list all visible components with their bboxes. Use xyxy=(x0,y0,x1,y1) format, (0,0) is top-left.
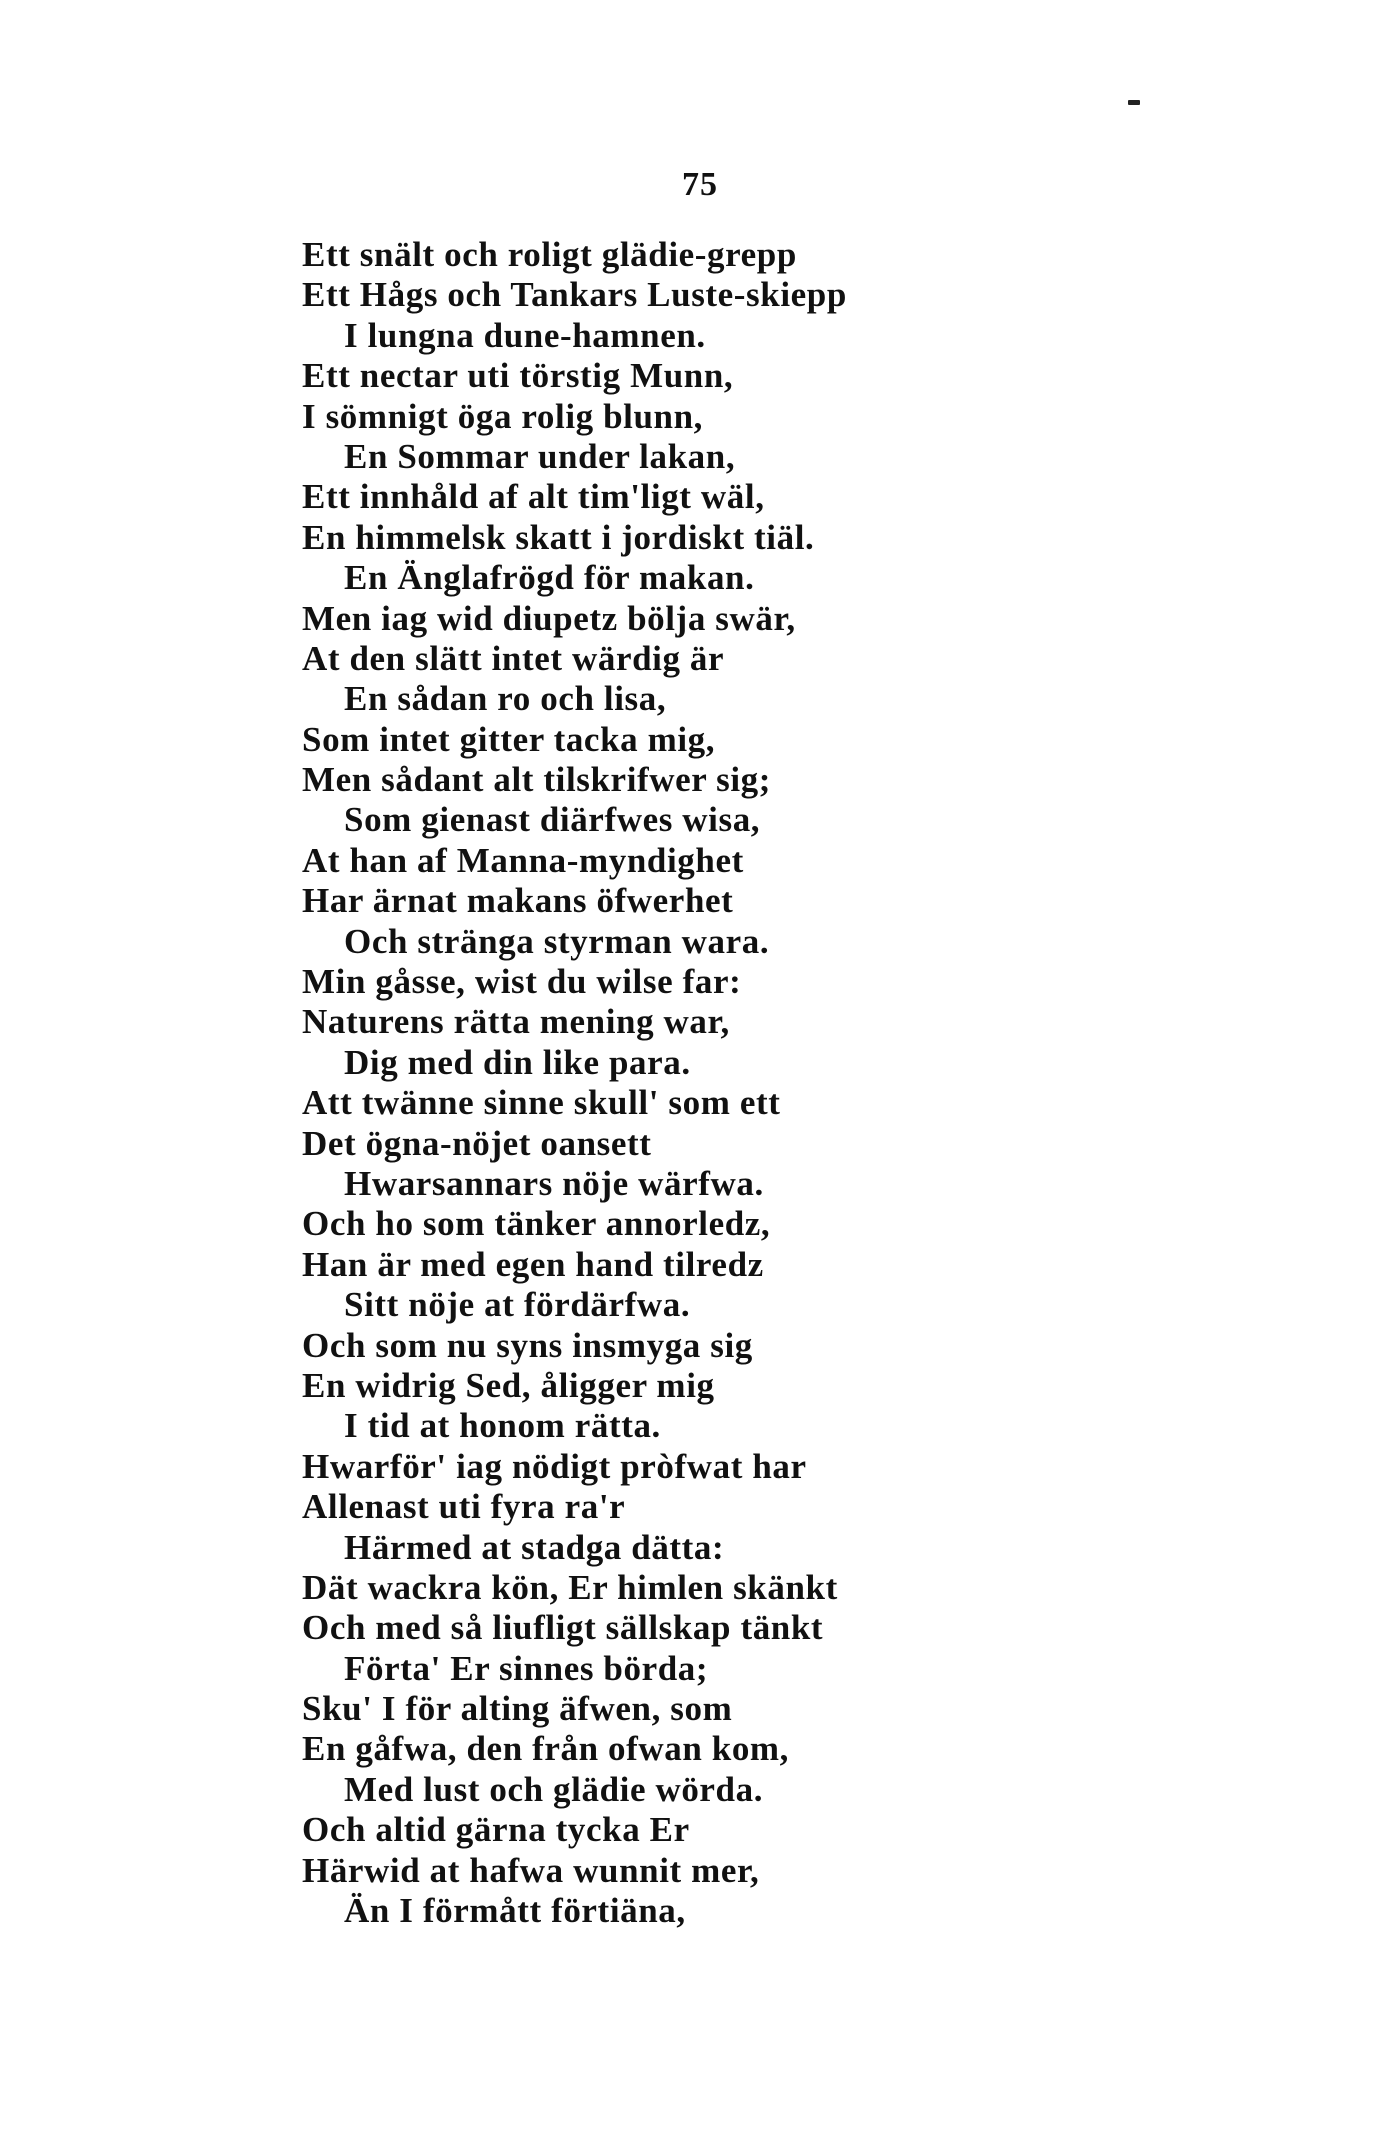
poem-line: Förta' Er sinnes börda; xyxy=(344,1648,709,1688)
poem-line: Har ärnat makans öfwerhet xyxy=(302,881,734,921)
poem-line: Men iag wid diupetz bölja swär, xyxy=(302,598,796,638)
poem-line: Dät wackra kön, Er himlen skänkt xyxy=(302,1567,838,1607)
poem-line: Dig med din like para. xyxy=(344,1042,691,1082)
poem-line: Min gåsse, wist du wilse far: xyxy=(302,962,742,1002)
poem-line: I sömnigt öga rolig blunn, xyxy=(302,396,704,436)
poem-line: Det ögna-nöjet oansett xyxy=(302,1123,652,1163)
poem-line: Hwarför' iag nödigt pròfwat har xyxy=(302,1446,807,1486)
poem-line: En himmelsk skatt i jordiskt tiäl. xyxy=(302,517,815,557)
poem-line: Hwarsannars nöje wärfwa. xyxy=(344,1163,764,1203)
poem-line: Han är med egen hand tilredz xyxy=(302,1244,764,1284)
poem-line: Naturens rätta mening war, xyxy=(302,1002,730,1042)
poem-line: At han af Manna-myndighet xyxy=(302,840,744,880)
poem-line: Sitt nöje at fördärfwa. xyxy=(344,1285,691,1325)
poem-line: En widrig Sed, åligger mig xyxy=(302,1365,715,1405)
poem-line: En Änglafrögd för makan. xyxy=(344,558,755,598)
poem-line: Härwid at hafwa wunnit mer, xyxy=(302,1850,760,1890)
poem-line: Att twänne sinne skull' som ett xyxy=(302,1083,781,1123)
poem-line: I lungna dune-hamnen. xyxy=(344,315,706,355)
poem-line: Än I förmått förtiäna, xyxy=(344,1891,686,1931)
poem-line: Allenast uti fyra ra'r xyxy=(302,1487,626,1527)
poem-line: En Sommar under lakan, xyxy=(344,436,736,476)
poem-line: Ett Hågs och Tankars Luste-skiepp xyxy=(302,275,847,315)
poem-text xyxy=(302,235,1302,1931)
poem-line: Och altid gärna tycka Er xyxy=(302,1810,690,1850)
poem-line: Ett innhåld af alt tim'ligt wäl, xyxy=(302,477,765,517)
poem-line: Och som nu syns insmyga sig xyxy=(302,1325,753,1365)
poem-line: Och med så liufligt sällskap tänkt xyxy=(302,1608,824,1648)
poem-line: Och ho som tänker annorledz, xyxy=(302,1204,771,1244)
poem-line: Sku' I för alting äfwen, som xyxy=(302,1689,733,1729)
poem-line: Ett snält och roligt glädie-grepp xyxy=(302,235,797,274)
print-speck xyxy=(1128,100,1140,105)
poem-line: En sådan ro och lisa, xyxy=(344,679,667,719)
poem-line: Med lust och glädie wörda. xyxy=(344,1769,764,1809)
poem-line: Och stränga styrman wara. xyxy=(344,921,770,961)
poem-line: Härmed at stadga dätta: xyxy=(344,1527,725,1567)
page-number: 75 xyxy=(682,166,718,203)
poem-line: Som intet gitter tacka mig, xyxy=(302,719,716,759)
poem-line: Som gienast diärfwes wisa, xyxy=(344,800,761,840)
poem-line: Ett nectar uti törstig Munn, xyxy=(302,356,734,396)
poem-line: En gåfwa, den från ofwan kom, xyxy=(302,1729,790,1769)
poem-line: I tid at honom rätta. xyxy=(344,1406,661,1446)
poem-line: Men sådant alt tilskrifwer sig; xyxy=(302,760,772,800)
poem-line: At den slätt intet wärdig är xyxy=(302,638,725,678)
